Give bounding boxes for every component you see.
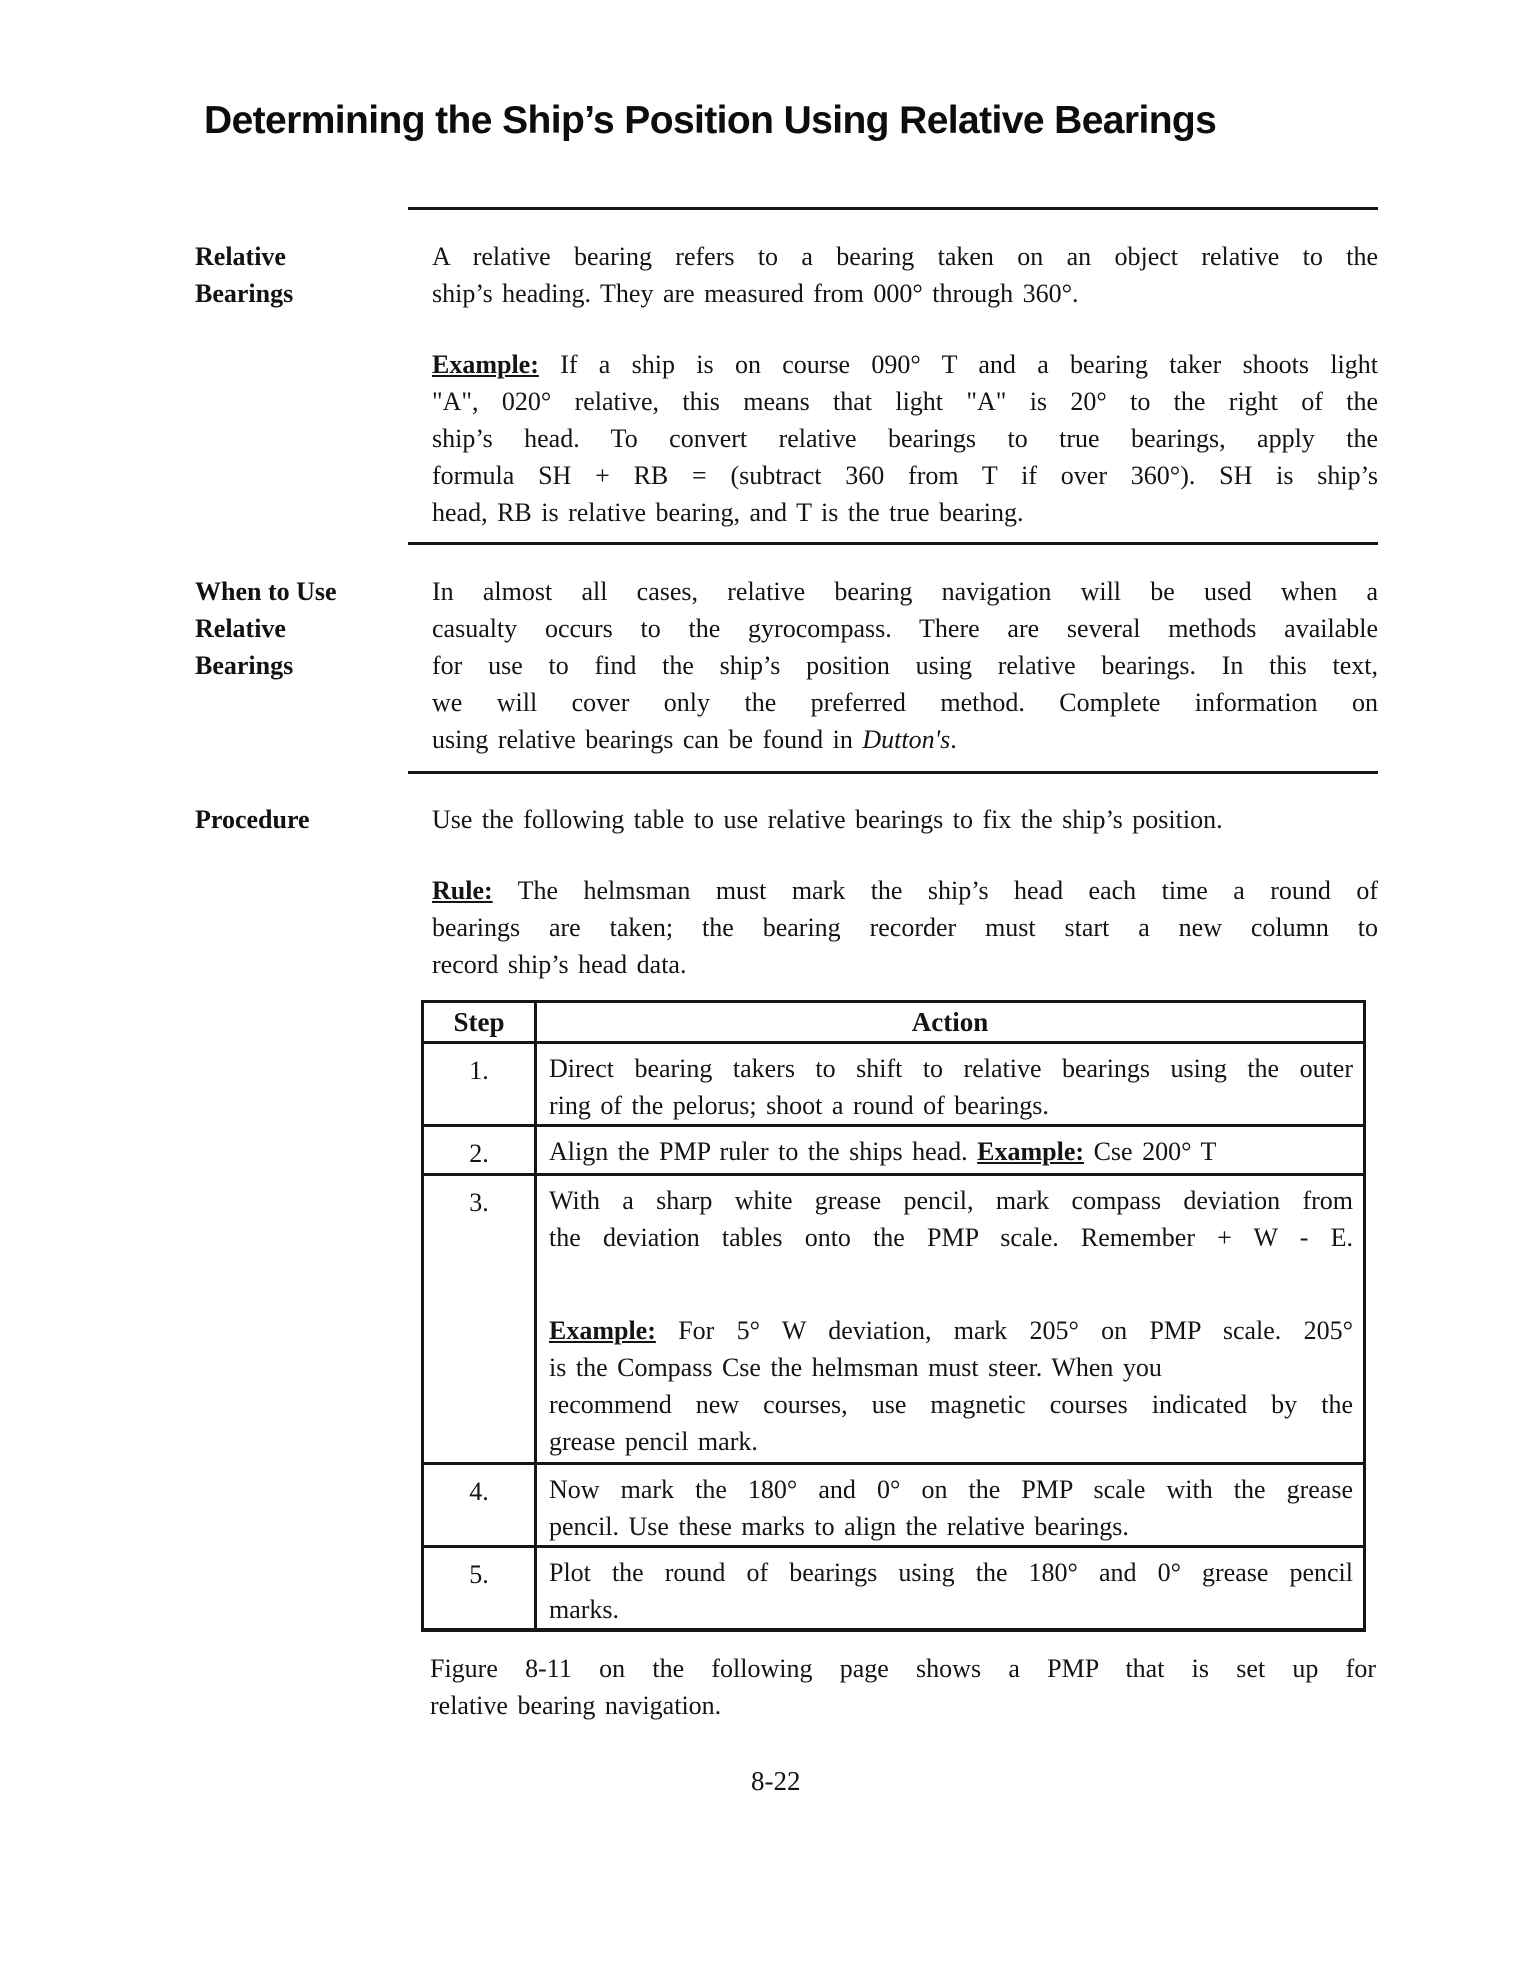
- action-cell: [536, 1175, 1365, 1464]
- text-line: [430, 1687, 1376, 1724]
- text-segment: Direct bearing takers to shift to relative bearings using the outer: [549, 1054, 1353, 1083]
- text-segment: record ship’s head data.: [432, 950, 687, 979]
- text-line: [432, 238, 1378, 275]
- paragraph: [432, 872, 1378, 983]
- step-cell: 3.: [423, 1175, 536, 1464]
- section-label-relative-bearings: [195, 238, 420, 312]
- step-column-header: Step: [423, 1002, 536, 1043]
- paragraph: [549, 1182, 1353, 1256]
- text-segment: bearings are taken; the bearing recorder must start a new column to: [432, 913, 1378, 942]
- text-segment: recommend new courses, use magnetic courses indicated by the: [549, 1390, 1353, 1419]
- text-segment: .: [950, 725, 957, 754]
- text-segment: Figure 8-11 on the following page shows a PMP that is set up for: [430, 1654, 1376, 1683]
- text-segment: The helmsman must mark the ship’s head each time a round of: [492, 876, 1378, 905]
- text-line: [432, 801, 1378, 838]
- text-line: [549, 1471, 1353, 1508]
- text-line: [432, 346, 1378, 383]
- text-line: [432, 872, 1378, 909]
- text-line: [432, 946, 1378, 983]
- text-line: [549, 1508, 1353, 1545]
- text-segment: head, RB is relative bearing, and T is the true bearing.: [432, 498, 1024, 527]
- table-row: [423, 1043, 1365, 1126]
- paragraph: [432, 801, 1378, 838]
- text-segment: is the Compass Cse the helmsman must steer. When you: [549, 1353, 1162, 1382]
- text-segment: pencil. Use these marks to align the relative bearings.: [549, 1512, 1129, 1541]
- text-line: [430, 1650, 1376, 1687]
- text-line: [549, 1554, 1353, 1591]
- table-row: [423, 1126, 1365, 1175]
- paragraph: [549, 1312, 1353, 1460]
- action-cell: [536, 1464, 1365, 1547]
- step-cell: 1.: [423, 1043, 536, 1126]
- text-segment: formula SH + RB = (subtract 360 from T if over 360°). SH is ship’s: [432, 461, 1378, 490]
- paragraph: [549, 1554, 1353, 1628]
- text-line: [432, 275, 1378, 312]
- section-label-procedure: [195, 801, 420, 838]
- table-header-row: [423, 1002, 1365, 1043]
- table-row: [423, 1175, 1365, 1464]
- text-segment: casualty occurs to the gyrocompass. There are several methods available: [432, 614, 1378, 643]
- inline-label: Example:: [977, 1137, 1085, 1166]
- section-body-procedure: [432, 801, 1378, 983]
- section-label-line: Bearings: [195, 651, 294, 680]
- section-label-when-to-use-relative-bearings: [195, 573, 420, 684]
- text-segment: Use the following table to use relative bearings to fix the ship’s position.: [432, 805, 1223, 834]
- text-segment: ship’s head. To convert relative bearings to true bearings, apply the: [432, 424, 1378, 453]
- text-segment: grease pencil mark.: [549, 1427, 758, 1456]
- paragraph: [432, 346, 1378, 531]
- text-line: [432, 383, 1378, 420]
- text-line: [432, 573, 1378, 610]
- text-line: [549, 1133, 1353, 1170]
- section-rule: [408, 542, 1378, 545]
- section-label-line: Procedure: [195, 805, 310, 834]
- paragraph: [549, 1133, 1353, 1170]
- section-label-line: When to Use: [195, 577, 337, 606]
- text-segment: In almost all cases, relative bearing navigation will be used when a: [432, 577, 1378, 606]
- text-line: [432, 721, 1378, 758]
- inline-label: Example:: [432, 350, 539, 379]
- text-segment: Dutton's: [862, 725, 951, 754]
- section-label-line: Relative: [195, 614, 286, 643]
- inline-label: Example:: [549, 1316, 656, 1345]
- text-line: [549, 1312, 1353, 1349]
- text-line: [549, 1386, 1353, 1423]
- paragraph: [549, 1471, 1353, 1545]
- section-label-line: Bearings: [195, 279, 294, 308]
- text-segment: the deviation tables onto the PMP scale. Remember + W - E.: [549, 1223, 1353, 1252]
- figure-note: [430, 1650, 1376, 1724]
- text-segment: Align the PMP ruler to the ships head.: [549, 1137, 978, 1166]
- action-cell: [536, 1547, 1365, 1631]
- text-segment: For 5° W deviation, mark 205° on PMP scale. 205°: [655, 1316, 1353, 1345]
- text-segment: using relative bearings can be found in: [432, 725, 863, 754]
- step-cell: 5.: [423, 1547, 536, 1631]
- text-segment: Now mark the 180° and 0° on the PMP scale with the grease: [549, 1475, 1353, 1504]
- step-cell: 2.: [423, 1126, 536, 1175]
- table-row: [423, 1547, 1365, 1631]
- text-segment: for use to find the ship’s position using relative bearings. In this text,: [432, 651, 1378, 680]
- text-segment: relative bearing navigation.: [430, 1691, 722, 1720]
- paragraph: [432, 573, 1378, 758]
- text-line: [549, 1050, 1353, 1087]
- text-line: [432, 457, 1378, 494]
- text-segment: ring of the pelorus; shoot a round of bearings.: [549, 1091, 1049, 1120]
- text-line: [432, 420, 1378, 457]
- paragraph: [549, 1050, 1353, 1124]
- text-segment: If a ship is on course 090° T and a bearing taker shoots light: [538, 350, 1378, 379]
- action-cell: [536, 1043, 1365, 1126]
- action-column-header: Action: [536, 1002, 1365, 1043]
- page-title: Determining the Ship’s Position Using Relative Bearings: [204, 99, 1217, 142]
- section-body-relative-bearings: [432, 238, 1378, 531]
- text-line: [432, 494, 1378, 531]
- text-line: [549, 1349, 1353, 1386]
- text-segment: ship’s heading. They are measured from 000° through 360°.: [432, 279, 1079, 308]
- text-line: [549, 1591, 1353, 1628]
- text-segment: A relative bearing refers to a bearing taken on an object relative to the: [432, 242, 1378, 271]
- text-segment: Plot the round of bearings using the 180° and 0° grease pencil: [549, 1558, 1353, 1587]
- text-segment: With a sharp white grease pencil, mark compass deviation from: [549, 1186, 1353, 1215]
- inline-label: Rule:: [432, 876, 493, 905]
- paragraph: [432, 238, 1378, 312]
- text-line: [432, 684, 1378, 721]
- text-line: [549, 1423, 1353, 1460]
- steps-table: [421, 1000, 1366, 1632]
- step-cell: 4.: [423, 1464, 536, 1547]
- text-line: [432, 647, 1378, 684]
- page-number: 8-22: [751, 1766, 801, 1796]
- text-line: [549, 1182, 1353, 1219]
- text-segment: we will cover only the preferred method. Complete information on: [432, 688, 1378, 717]
- section-rule: [408, 771, 1378, 774]
- table-row: [423, 1464, 1365, 1547]
- text-segment: marks.: [549, 1595, 620, 1624]
- section-body-when-to-use-relative-bearings: [432, 573, 1378, 758]
- text-segment: Cse 200° T: [1084, 1137, 1217, 1166]
- text-line: [432, 610, 1378, 647]
- section-rule: [408, 207, 1378, 210]
- action-cell: [536, 1126, 1365, 1175]
- text-line: [432, 909, 1378, 946]
- text-segment: "A", 020° relative, this means that light "A" is 20° to the right of the: [432, 387, 1378, 416]
- text-line: [549, 1219, 1353, 1256]
- text-line: [549, 1087, 1353, 1124]
- section-label-line: Relative: [195, 242, 286, 271]
